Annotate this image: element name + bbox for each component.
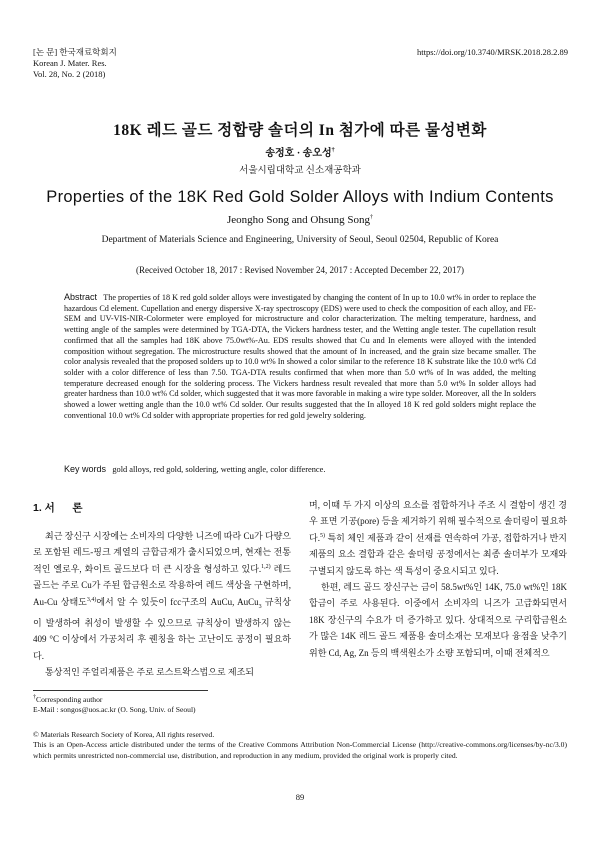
footnote-license: This is an Open-Access article distributed under the terms of the Creative Commons Attribution Non-Commercial License (http://creative-commons.org/licenses/by-nc/3.0) which permits unrestricted non-commercial use, distribution, and reproduction in any medium, provided the original work is properly cited. bbox=[33, 740, 567, 760]
authors-en-names: Jeongho Song and Ohsung Song bbox=[226, 214, 370, 226]
authors-en-mark: † bbox=[370, 214, 373, 221]
journal-header bbox=[33, 47, 117, 80]
authors-kr-mark: † bbox=[331, 147, 335, 154]
abstract-label: Abstract bbox=[64, 292, 98, 302]
right-paragraph-2: 한편, 레드 골드 장신구는 금이 58.5wt%인 14K, 75.0 wt%인 18K 합금이 주로 사용된다. 이중에서 소비자의 니즈가 고급화되면서 18K 장신구의 수요가 더 증가하고 있다. 상대적으로 구리합금원소가 많은 14K 레드 골드 제품용 솔더소재는 모재보다 융점을 낮추기 위한 Cd, Ag, Zn 등의 백색원소가 소량 포함되며, 이때 전체적으 bbox=[309, 582, 567, 658]
left-p1-text: 최근 장신구 시장에는 소비자의 다양한 니즈에 따라 Cu가 다량으로 포함된 레드-핑크 계열의 금합금재가 출시되었으며, 현재는 전통적인 옐로우, 화이트 골드보다 더 큰 시장을 형성하고 있다. bbox=[33, 531, 291, 574]
received-dates: (Received October 18, 2017 : Revised November 24, 2017 : Accepted December 22, 2017) bbox=[136, 265, 464, 275]
authors-kr-names: 송정호 · 송오성 bbox=[265, 148, 332, 159]
keywords bbox=[64, 464, 536, 474]
page-number: 89 bbox=[295, 792, 305, 802]
journal-volume: Vol. 28, No. 2 (2018) bbox=[33, 69, 106, 79]
left-p1b-text: 레드 골드는 주로 Cu가 주된 합금원소로 작용하여 레드 색상을 구현하며, Au-Cu 상태도 bbox=[33, 563, 292, 607]
footnote-license-block bbox=[33, 730, 567, 761]
left-p1c-text: 에서 알 수 있듯이 fcc구조의 AuCu, AuCu bbox=[96, 596, 259, 607]
title-en: Properties of the 18K Red Gold Solder Alloys with Indium Contents bbox=[46, 188, 554, 206]
right-p1-text: 며, 이때 두 가지 이상의 요소를 접합하거나 주조 시 결함이 생긴 경우 표면 기공(pore) 등을 제거하기 위해 필수적으로 솔더링이 필요하다. bbox=[309, 500, 567, 543]
section-number: 1. 서 bbox=[33, 502, 55, 514]
abstract-text: The properties of 18 K red gold solder alloys were investigated by changing the content of In up to 10.0 wt% in order to replace the hazardous Cd element. Cupellation and energy dispersive X-ray spectroscopy (EDS) were used to check the composition of each alloy, and FE-SEM and UV-VIS-NIR-Colormeter were employed for microstructure and color characterization. The melting temperature, hardness, and wetting angle of the samples were determined by TGA-DTA, the Vickers hardness tester, and the Wetting angle tester. The cupellation result confirmed that all the samples had 18K above 75.0wt%-Au. EDS results showed that Cu and In elements were alloyed with the intended composition without segregation. The microstructure results showed that the amount of In increased, and the grain size became smaller. The color analysis revealed that the proposed solders up to 10.0 wt% In showed a color similar to the reference 18 K substrate like the 10.0 wt% Cd solder with a color difference of less than 7.50. TGA-DTA results confirmed that when more than 5.0 wt% of In was added, the melting temperature decreased enough for the soldering process. The Vickers hardness result revealed that more than 5.0 wt% In solder alloys had greater hardness than 10.0 wt% Cd solder, which suggested that it was more favorable in making a wire type solder. Moreover, all the In solders showed a lower wetting angle than the 10.0 wt% Cd solder. Our results suggested that the In alloyed 18 K red gold solders might replace the conventional 10.0 wt% Cd solder with appropriate properties for red gold jewelry soldering. bbox=[64, 293, 536, 420]
left-paragraph-1 bbox=[33, 528, 291, 664]
footnote-corresponding bbox=[33, 695, 291, 716]
keywords-text: gold alloys, red gold, soldering, wetting angle, color difference. bbox=[112, 465, 326, 474]
footnote-rule bbox=[33, 690, 208, 691]
section-title: 론 bbox=[72, 502, 83, 514]
keywords-label: Key words bbox=[64, 464, 107, 474]
left-column bbox=[33, 528, 291, 680]
corr-text: Corresponding author bbox=[36, 695, 103, 704]
right-paragraph-1 bbox=[309, 497, 567, 579]
abstract bbox=[64, 292, 536, 421]
title-kr: 18K 레드 골드 정합량 솔더의 In 첨가에 따른 물성변화 bbox=[113, 122, 487, 139]
journal-name-kr: [논 문] 한국재료학회지 bbox=[33, 47, 117, 57]
citation: 5) bbox=[319, 532, 325, 539]
footnote-copyright: © Materials Research Society of Korea, All rights reserved. bbox=[33, 730, 215, 739]
journal-name-en: Korean J. Mater. Res. bbox=[33, 58, 107, 68]
affiliation-kr: 서울시립대학교 신소재공학과 bbox=[239, 166, 361, 176]
citation: 3,4) bbox=[86, 596, 97, 603]
right-column bbox=[309, 497, 567, 661]
left-paragraph-2: 통상적인 주얼리제품은 주로 로스트왁스법으로 제조되 bbox=[45, 667, 254, 678]
footnote-email: E-Mail : songos@uos.ac.kr (O. Song, Univ. of Seoul) bbox=[33, 705, 196, 715]
section-heading-intro bbox=[33, 500, 83, 515]
authors-en bbox=[0, 214, 600, 226]
right-p1b-text: 특히 체인 제품과 같이 선재를 연속하여 가공, 접합하거나 반지제품의 요소 결합과 같은 솔더링 공정에서는 최종 솔더부가 모재와 구별되지 않도록 하는 색 특성이 중요시되고 있다. bbox=[309, 532, 567, 576]
doi-link[interactable]: https://doi.org/10.3740/MRSK.2018.28.2.89 bbox=[417, 47, 568, 57]
subscript: 3 bbox=[258, 603, 262, 610]
affiliation-en: Department of Materials Science and Engineering, University of Seoul, Seoul 02504, Republic of Korea bbox=[101, 235, 499, 245]
citation: 1,2) bbox=[261, 563, 271, 570]
corr-mark: † bbox=[33, 694, 36, 701]
authors-kr bbox=[0, 144, 600, 159]
left-p1d-text: 규칙상이 발생하여 취성이 발생할 수 있으므로 규칙상이 발생하지 않는 409 °C 이상에서 가공처리 후 퀜칭을 하는 고난이도 공정이 필요하다. bbox=[33, 596, 291, 661]
